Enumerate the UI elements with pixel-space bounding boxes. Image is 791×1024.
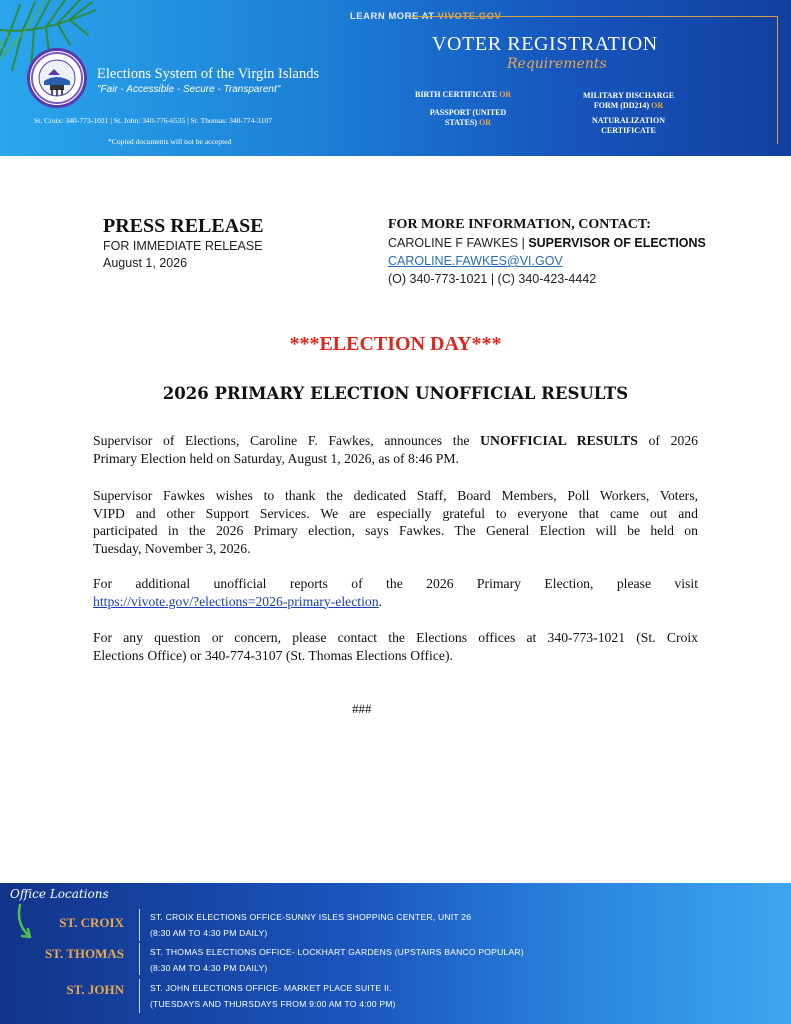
paragraph-contact	[93, 629, 698, 664]
requirement-naturalization	[566, 116, 691, 136]
paragraph-line: For additional unofficial reports of the 2026 Primary Election, please visit	[93, 576, 698, 591]
end-mark: ###	[352, 701, 372, 716]
copied-documents-note: *Copied documents will not be accepted	[108, 137, 232, 146]
immediate-release-label: FOR IMMEDIATE RELEASE	[103, 239, 263, 253]
paragraph-reports	[93, 575, 698, 610]
requirement-passport-line2: STATES)	[444, 118, 478, 127]
press-release-title: PRESS RELEASE	[103, 215, 264, 237]
text-span: .	[378, 593, 383, 609]
st-croix-hours: (8:30 AM TO 4:30 PM DAILY)	[150, 928, 268, 938]
requirement-military-discharge	[566, 91, 691, 111]
paragraph-line: VIPD and other Support Services. We are especially grateful to everyone that came out and	[93, 505, 698, 521]
voter-registration-subtitle: Requirements	[507, 56, 607, 72]
divider	[139, 943, 140, 975]
st-croix-address: ST. CROIX ELECTIONS OFFICE-SUNNY ISLES SHOPPING CENTER, UNIT 26	[150, 912, 472, 922]
paragraph-line: Supervisor Fawkes wishes to thank the dedicated Staff, Board Members, Poll Workers, Voters,	[93, 488, 698, 503]
paragraph-line: participated in the 2026 Primary election, says Fawkes. The General Election will be held on	[93, 523, 698, 539]
paragraph-line	[93, 593, 698, 611]
contact-email-link[interactable]: CAROLINE.FAWKES@VI.GOV	[388, 254, 563, 268]
requirement-naturalization-line2: CERTIFICATE	[601, 126, 656, 135]
elections-seal-logo	[27, 48, 87, 108]
results-link[interactable]: https://vivote.gov/?elections=2026-primary-election	[93, 593, 379, 609]
requirement-passport	[418, 108, 518, 128]
results-title: 2026 PRIMARY ELECTION UNOFFICIAL RESULTS	[162, 384, 629, 403]
st-thomas-hours: (8:30 AM TO 4:30 PM DAILY)	[150, 963, 268, 973]
contact-role: SUPERVISOR OF ELECTIONS	[528, 236, 706, 250]
divider	[139, 909, 140, 941]
learn-more-url[interactable]: VIVOTE.GOV	[437, 11, 502, 22]
paragraph-thanks	[93, 487, 698, 557]
or-label: OR	[479, 118, 492, 127]
paragraph-line: Primary Election held on Saturday, August 1, 2026, as of 8:46 PM.	[93, 450, 459, 466]
island-st-john: ST. JOHN	[66, 982, 124, 997]
contact-name: CAROLINE F FAWKES |	[388, 236, 529, 250]
requirement-birth-certificate	[415, 90, 511, 100]
organization-name: Elections System of the Virgin Islands	[97, 66, 320, 82]
release-date: August 1, 2026	[103, 256, 188, 270]
learn-more-prefix: LEARN MORE AT	[350, 11, 438, 22]
paragraph-line: For any question or concern, please contact the Elections offices at 340-773-1021 (St. Croix	[93, 630, 698, 645]
st-thomas-address: ST. THOMAS ELECTIONS OFFICE- LOCKHART GARDENS (UPSTAIRS BANCO POPULAR)	[150, 947, 524, 957]
contact-heading: FOR MORE INFORMATION, CONTACT:	[388, 217, 651, 232]
or-label: OR	[499, 90, 512, 99]
paragraph-line: Elections Office) or 340-774-3107 (St. Thomas Elections Office).	[93, 647, 453, 663]
requirement-military-line2: FORM (DD214)	[593, 101, 650, 110]
st-john-hours: (TUESDAYS AND THURSDAYS FROM 9:00 AM TO 4:00 PM)	[150, 999, 396, 1009]
requirement-naturalization-line1: NATURALIZATION	[591, 116, 666, 125]
paragraph-line	[93, 432, 698, 450]
requirement-birth-certificate-label: BIRTH CERTIFICATE	[415, 90, 498, 99]
text-span: Supervisor of Elections, Caroline F. Fawkes, announces the	[93, 433, 481, 448]
office-locations-heading: Office Locations	[10, 887, 109, 901]
island-st-croix: ST. CROIX	[59, 915, 124, 930]
or-label: OR	[651, 101, 664, 110]
text-span: of 2026	[637, 433, 699, 448]
contact-phones: (O) 340-773-1021 | (C) 340-423-4442	[388, 272, 597, 286]
island-st-thomas: ST. THOMAS	[45, 946, 124, 961]
contact-name-line	[388, 236, 706, 250]
election-day-banner: ***ELECTION DAY***	[289, 333, 502, 355]
unofficial-results-emphasis: UNOFFICIAL RESULTS	[480, 433, 638, 448]
letterhead-banner	[0, 0, 791, 156]
organization-tagline: "Fair - Accessible - Secure - Transparent"	[97, 84, 281, 95]
voter-registration-title: VOTER REGISTRATION	[432, 33, 658, 55]
paragraph-line: Tuesday, November 3, 2026.	[93, 540, 251, 556]
st-john-address: ST. JOHN ELECTIONS OFFICE- MARKET PLACE SUITE II.	[150, 983, 392, 993]
requirement-passport-line1: PASSPORT (UNITED	[429, 108, 507, 117]
paragraph-announcement	[93, 432, 698, 467]
requirement-military-line1: MILITARY DISCHARGE	[582, 91, 675, 100]
office-locations-footer	[0, 883, 791, 1024]
divider	[139, 979, 140, 1013]
office-phone-numbers: St. Croix: 340-773-1021 | St. John: 340-776-6535 | St. Thomas: 340-774-3107	[34, 116, 273, 125]
